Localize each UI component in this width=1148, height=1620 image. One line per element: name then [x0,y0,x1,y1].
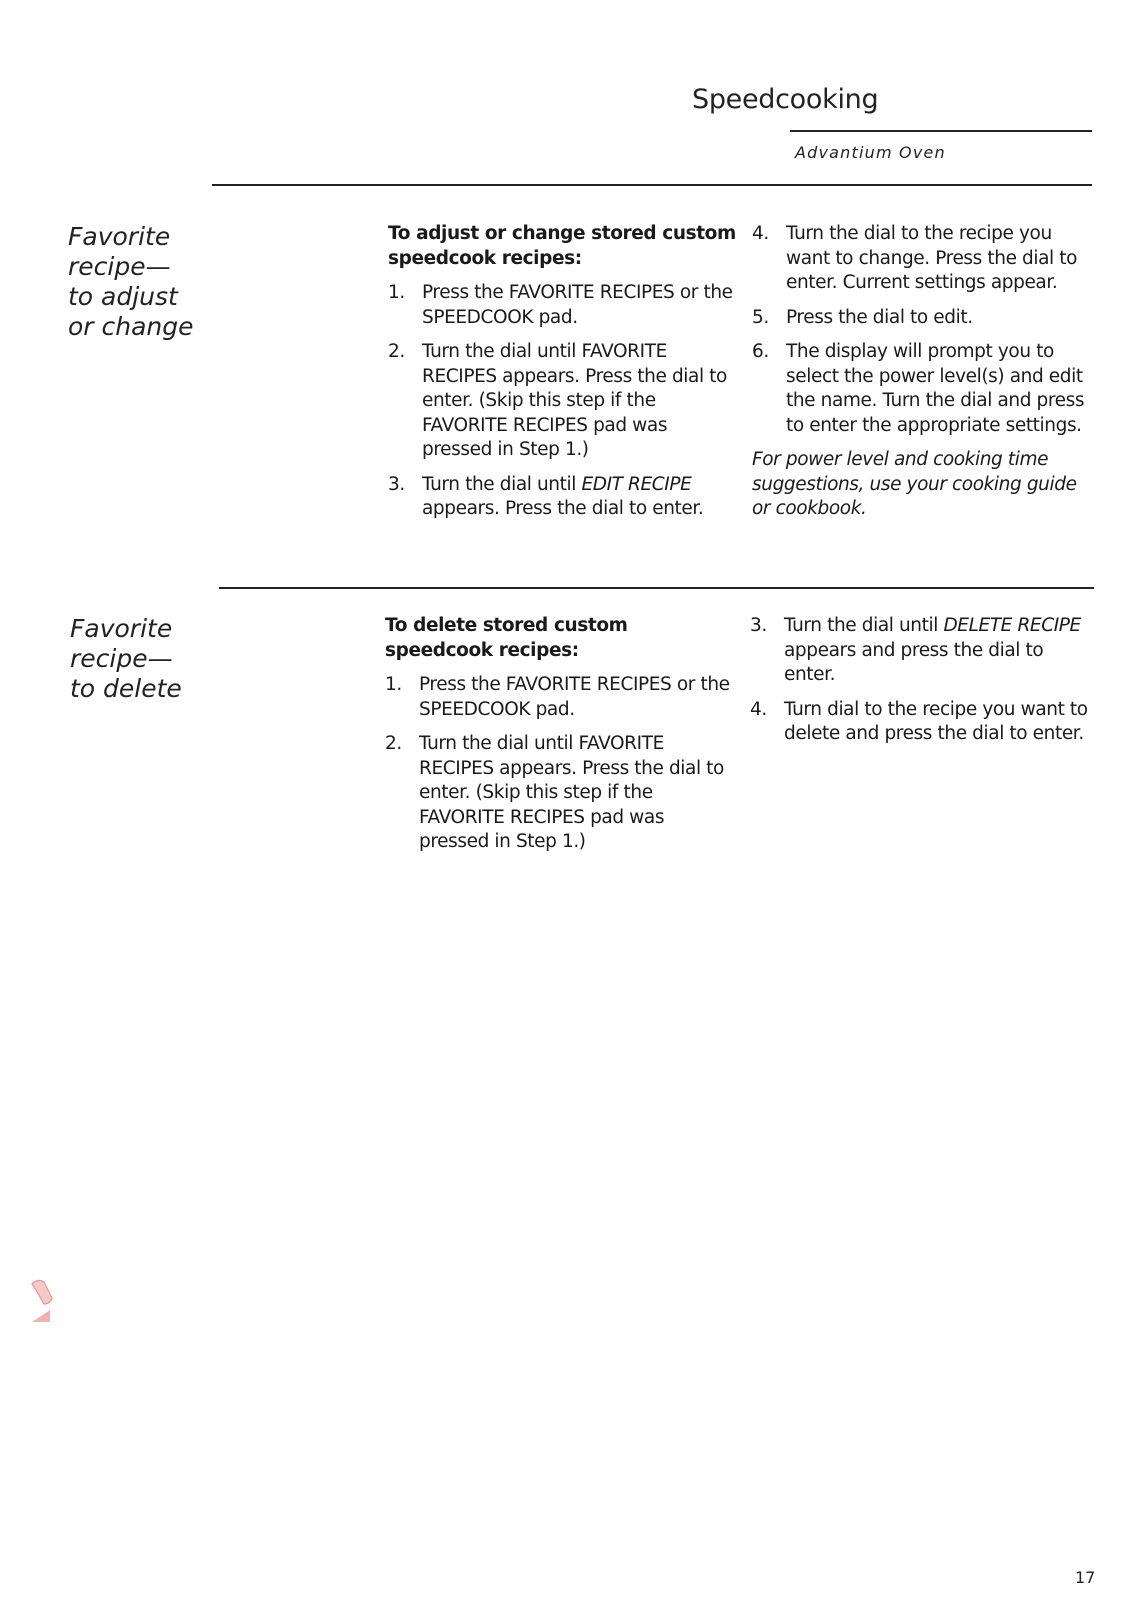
section-title-adjust [68,222,194,342]
section-title-delete [70,614,182,704]
header-rule [790,130,1092,132]
step-number: 4. [750,698,767,720]
step-text-part: Turn the dial until [784,615,944,636]
step-number: 5. [752,306,769,328]
section-title-line: Favorite [68,222,171,251]
step-text: Press the dial to edit. [786,306,973,328]
step-item [752,222,1092,296]
step-text: Press the FAVORITE RECIPES or the SPEEDCOOK pad. [419,674,730,720]
section-title-line: recipe— [68,252,171,281]
step-text-part: appears. Press the dial to enter. [422,498,704,519]
step-item [385,673,737,722]
page-header-subtitle: Advantium Oven [795,143,946,162]
step-text-part: appears and press the dial to enter. [784,639,1044,685]
instructions-heading: To adjust or change stored custom speedcook recipes: [388,223,736,269]
section-title-line: to adjust [68,282,178,311]
section-divider [212,184,1092,186]
step-number: 2. [385,733,402,754]
step-text: Press the FAVORITE RECIPES or the SPEEDCOOK pad. [422,282,733,328]
step-item [388,473,740,522]
step-text: Turn the dial until FAVORITE RECIPES appears. Press the dial to enter. (Skip this step if the FAVORITE RECIPES pad was pressed in Step 1.) [419,733,724,852]
step-item [388,340,740,463]
section-divider [219,587,1094,589]
instructions-heading: To delete stored custom speedcook recipes: [385,615,628,661]
step-text-emphasis: DELETE RECIPE [943,615,1081,636]
step-item [385,732,737,855]
step-number: 1. [385,674,402,695]
step-text-part: Turn the dial until [422,473,582,495]
step-number: 1. [388,282,405,303]
section-title-line: recipe— [70,644,173,673]
step-item [750,614,1090,688]
page-number: 17 [1075,1568,1096,1587]
section-title-line: Favorite [70,614,173,643]
cooking-guide-note: For power level and cooking time suggestions, use your cooking guide or cookbook. [752,449,1077,519]
step-number: 4. [752,223,769,244]
step-text [422,473,740,522]
section-title-line: to delete [70,674,182,703]
step-item [750,698,1090,747]
step-text-emphasis: EDIT RECIPE [581,473,692,495]
step-text [784,614,1090,688]
step-number: 3. [750,615,767,636]
step-text: Turn dial to the recipe you want to delete and press the dial to enter. [784,698,1088,744]
pen-icon [30,1278,56,1324]
step-text: Turn the dial until FAVORITE RECIPES appears. Press the dial to enter. (Skip this step if the FAVORITE RECIPES pad was pressed in Step 1.) [422,341,727,460]
delete-right-column [750,614,1090,757]
adjust-left-column [388,222,740,532]
page-header-title: Speedcooking [692,84,879,115]
step-number: 2. [388,341,405,362]
step-item [388,281,740,330]
section-title-line: or change [68,312,194,341]
step-number: 6. [752,341,769,362]
step-item [752,340,1092,438]
delete-left-column [385,614,737,865]
step-text: Turn the dial to the recipe you want to change. Press the dial to enter. Current settings appear. [786,223,1078,293]
step-item [752,306,1092,331]
adjust-right-column [752,222,1092,522]
step-number: 3. [388,473,405,495]
step-text: The display will prompt you to select the power level(s) and edit the name. Turn the dial and press to enter the appropriate settings. [786,341,1085,436]
